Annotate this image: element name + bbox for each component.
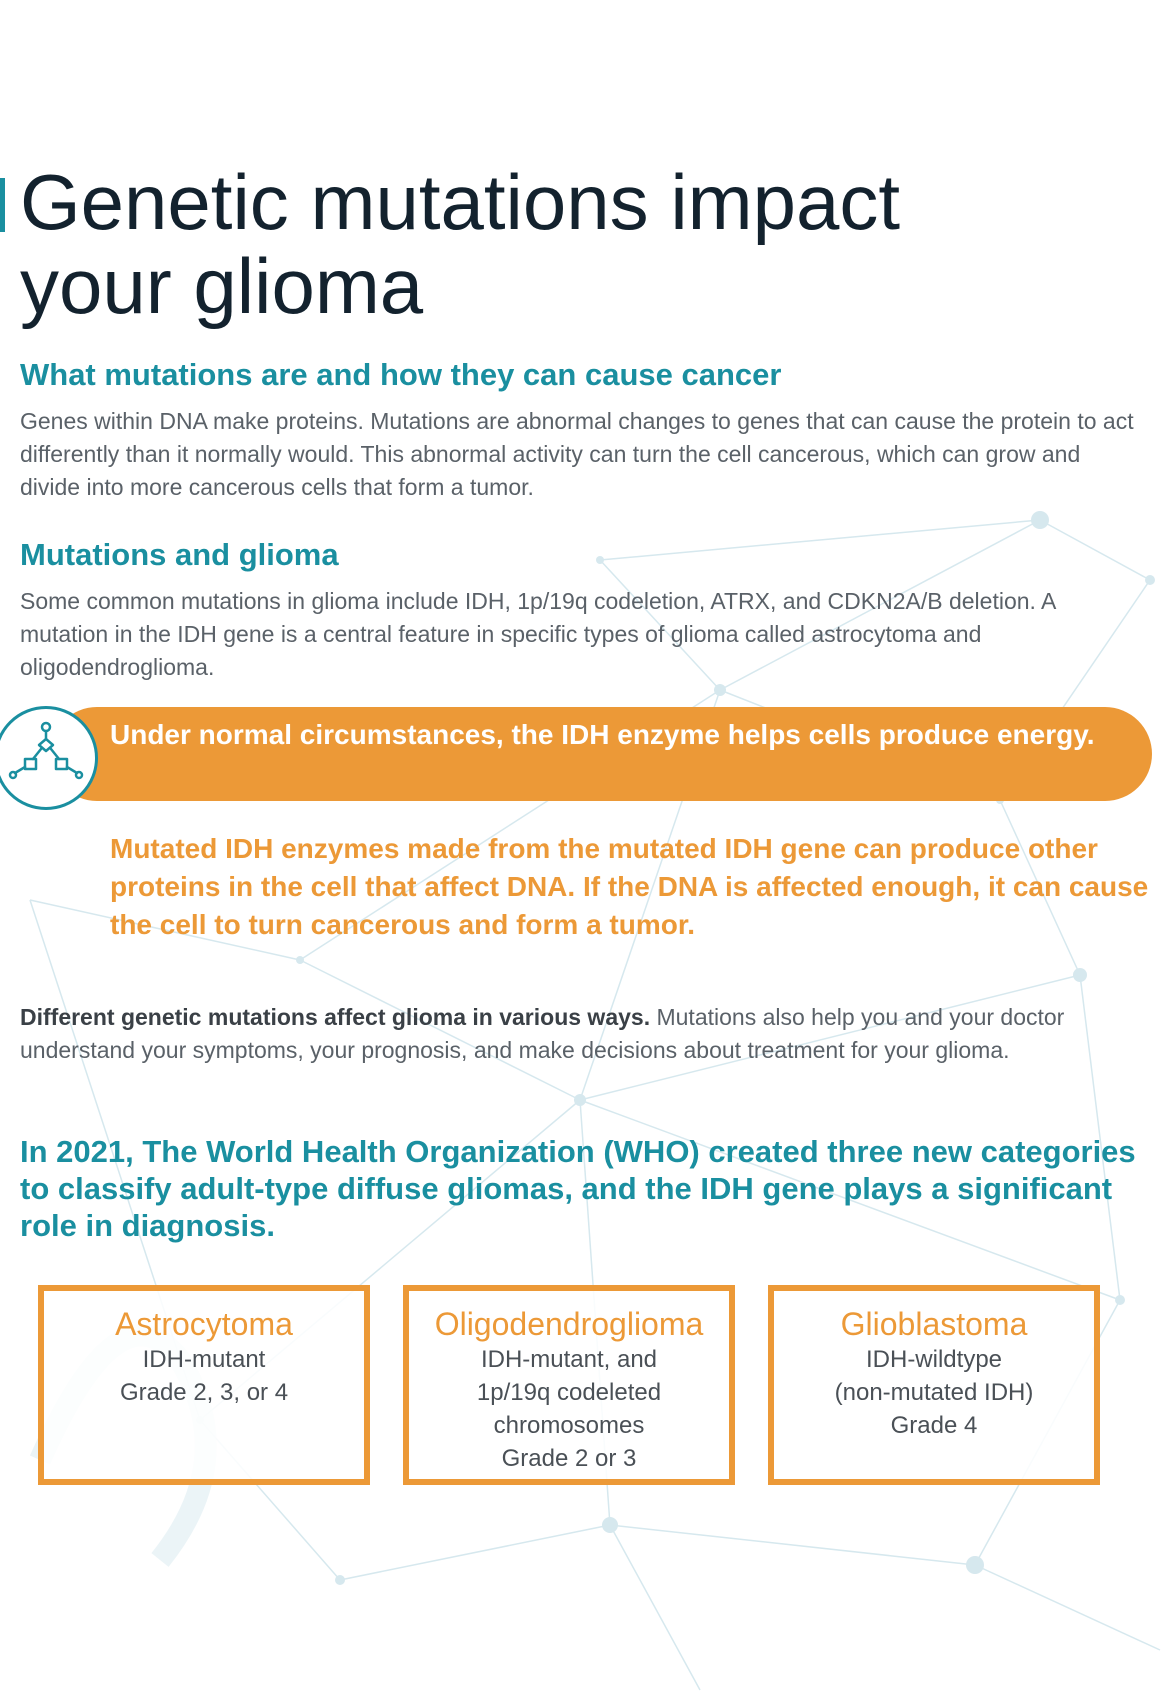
callout-icon-circle [0, 706, 98, 810]
different-mutations-text [20, 1001, 1100, 1067]
section-body-glioma: Some common mutations in glioma include IDH, 1p/19q codeletion, ATRX, and CDKN2A/B deletion. A mutation in the IDH gene is a central feature in specific types of glioma called astrocytoma and oligodendroglioma. [20, 588, 1056, 680]
callout-text: Under normal circumstances, the IDH enzyme helps cells produce energy. [110, 719, 1095, 750]
section-heading-glioma: Mutations and glioma [20, 537, 339, 572]
title-accent-bar [0, 178, 5, 232]
category-card-glioblastoma [768, 1285, 1100, 1485]
molecule-icon [0, 709, 95, 807]
card-line: (non-mutated IDH) [834, 1379, 1034, 1406]
card-line: Grade 2 or 3 [501, 1445, 637, 1472]
different-mutations-rest: Mutations also help you and your doctor understand your symptoms, your prognosis, and make decisions about treatment for your glioma. [20, 1004, 1065, 1063]
card-line: IDH-mutant [142, 1346, 266, 1373]
card-line: IDH-wildtype [865, 1346, 1003, 1373]
card-title: Astrocytoma [115, 1306, 293, 1342]
category-card-oligodendroglioma [403, 1285, 735, 1485]
card-line: IDH-mutant, and [480, 1346, 658, 1373]
card-line: Grade 4 [890, 1412, 978, 1439]
who-heading: In 2021, The World Health Organization (WHO) created three new categories to classify adult-type diffuse gliomas, and the IDH gene plays a significant role in diagnosis. [20, 1134, 1136, 1243]
card-line: 1p/19q codeleted [476, 1379, 662, 1406]
different-mutations-bold: Different genetic mutations affect glioma in various ways. [20, 1004, 651, 1030]
section-heading-mutations: What mutations are and how they can cause cancer [20, 357, 782, 392]
card-line: chromosomes [493, 1412, 645, 1439]
category-card-astrocytoma [38, 1285, 370, 1485]
card-title: Oligodendroglioma [434, 1306, 704, 1342]
card-title: Glioblastoma [840, 1306, 1028, 1342]
card-line: Grade 2, 3, or 4 [119, 1379, 289, 1406]
section-body-mutations: Genes within DNA make proteins. Mutations are abnormal changes to genes that can cause the protein to act differently than it normally would. This abnormal activity can turn the cell cancerous, which can grow and divide into more cancerous cells that form a tumor. [20, 408, 1134, 500]
page-title: Genetic mutations impact your glioma [20, 158, 901, 330]
mutated-idh-text: Mutated IDH enzymes made from the mutated IDH gene can produce other proteins in the cell that affect DNA. If the DNA is affected enough, it can cause the cell to turn cancerous and form a tumor. [110, 833, 1149, 940]
